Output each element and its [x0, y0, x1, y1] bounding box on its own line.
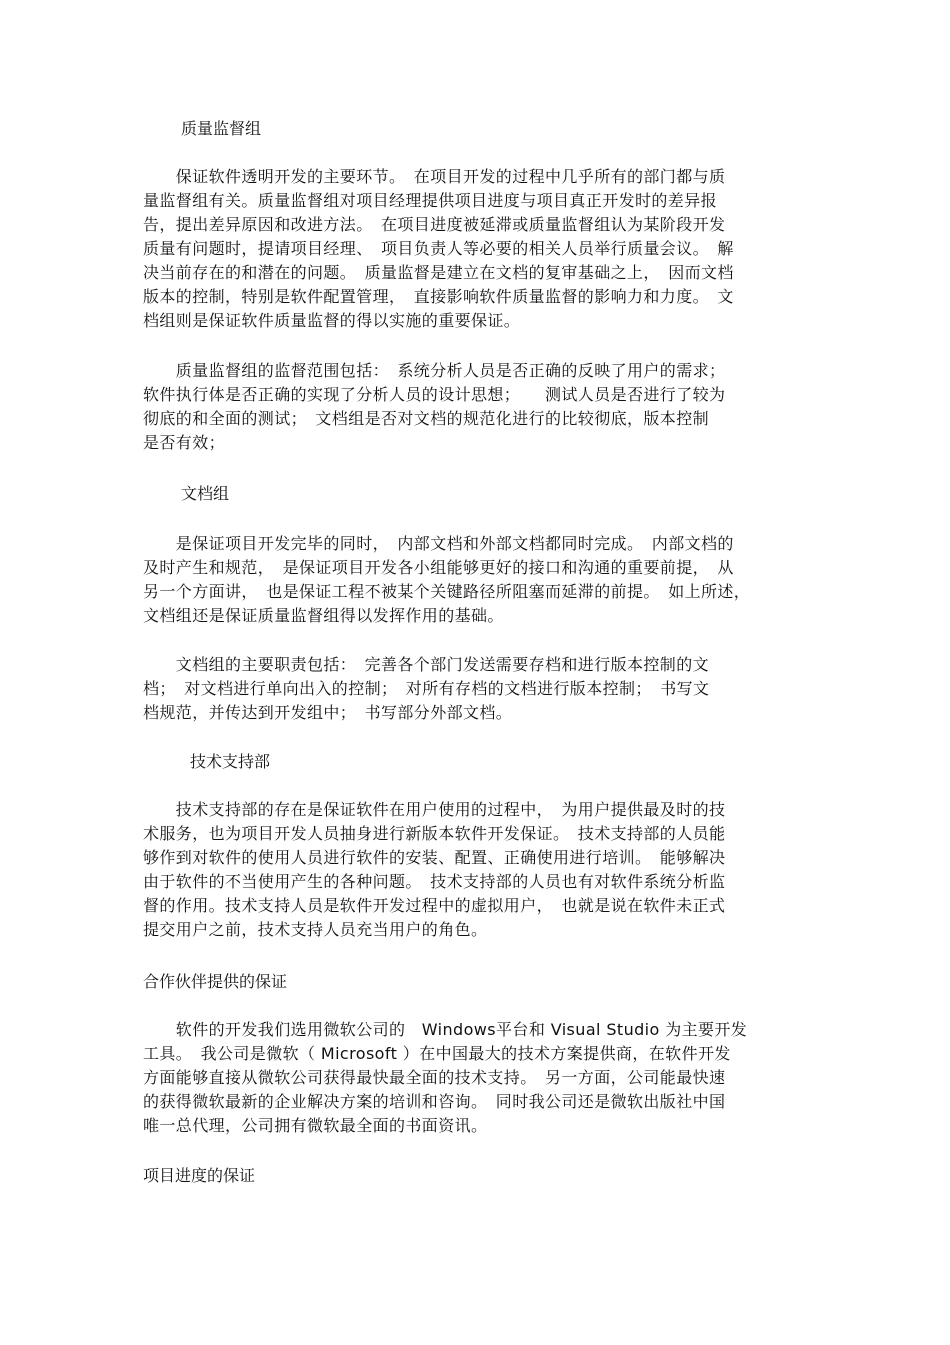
section-heading-docs: 文档组	[181, 484, 230, 503]
paragraph-line: 告，提出差异原因和改进方法。 在项目进度被延滞或质量监督组认为某阶段开发	[143, 215, 726, 234]
paragraph-line: 保证软件透明开发的主要环节。 在项目开发的过程中几乎所有的部门都与质	[143, 167, 726, 186]
section-heading-support: 技术支持部	[190, 752, 271, 771]
paragraph-line: 质量监督组的监督范围包括： 系统分析人员是否正确的反映了用户的需求；	[143, 361, 726, 380]
paragraph-line: 版本的控制，特别是软件配置管理， 直接影响软件质量监督的影响力和力度。 文	[143, 287, 734, 306]
paragraph-line: 技术支持部的存在是保证软件在用户使用的过程中， 为用户提供最及时的技	[143, 800, 726, 819]
section-heading-partners: 合作伙伴提供的保证	[143, 972, 288, 991]
paragraph-line: 档； 对文档进行单向出入的控制； 对所有存档的文档进行版本控制； 书写文	[143, 679, 710, 698]
paragraph-line: 由于软件的不当使用产生的各种问题。 技术支持部的人员也有对软件系统分析监	[143, 872, 726, 891]
paragraph-line: 及时产生和规范， 是保证项目开发各小组能够更好的接口和沟通的重要前提， 从	[143, 558, 734, 577]
paragraph-line: 档组则是保证软件质量监督的得以实施的重要保证。	[143, 311, 521, 330]
paragraph-line: 工具。 我公司是微软（ Microsoft ）在中国最大的技术方案提供商，在软件开发	[143, 1044, 731, 1063]
paragraph-line: 档规范，并传达到开发组中； 书写部分外部文档。	[143, 703, 513, 722]
section-heading-quality: 质量监督组	[181, 119, 262, 138]
paragraph-line: 文档组还是保证质量监督组得以发挥作用的基础。	[143, 606, 504, 625]
paragraph-line: 软件的开发我们选用微软公司的 Windows平台和 Visual Studio 为主要开发	[143, 1020, 748, 1039]
paragraph-line: 决当前存在的和潜在的问题。 质量监督是建立在文档的复审基础之上， 因而文档	[143, 263, 734, 282]
paragraph-line: 的获得微软最新的企业解决方案的培训和咨询。 同时我公司还是微软出版社中国	[143, 1092, 726, 1111]
paragraph-line: 质量有问题时，提请项目经理、 项目负责人等必要的相关人员举行质量会议。 解	[143, 239, 734, 258]
paragraph-line: 另一个方面讲， 也是保证工程不被某个关键路径所阻塞而延滞的前提。 如上所述，	[143, 582, 751, 601]
paragraph-line: 量监督组有关。质量监督组对项目经理提供项目进度与项目真正开发时的差异报	[143, 191, 718, 210]
paragraph-line: 方面能够直接从微软公司获得最快最全面的技术支持。 另一方面，公司能最快速	[143, 1068, 726, 1087]
paragraph-line: 是保证项目开发完毕的同时， 内部文档和外部文档都同时完成。 内部文档的	[143, 534, 734, 553]
paragraph-line: 软件执行体是否正确的实现了分析人员的设计思想； 测试人员是否进行了较为	[143, 385, 726, 404]
paragraph-line: 提交用户之前，技术支持人员充当用户的角色。	[143, 920, 488, 939]
paragraph-line: 彻底的和全面的测试； 文档组是否对文档的规范化进行的比较彻底，版本控制	[143, 409, 710, 428]
paragraph-line: 是否有效；	[143, 433, 226, 452]
section-heading-schedule: 项目进度的保证	[143, 1166, 256, 1185]
paragraph-line: 够作到对软件的使用人员进行软件的安装、配置、正确使用进行培训。 能够解决	[143, 848, 726, 867]
paragraph-line: 术服务，也为项目开发人员抽身进行新版本软件开发保证。 技术支持部的人员能	[143, 824, 726, 843]
paragraph-line: 督的作用。技术支持人员是软件开发过程中的虚拟用户， 也就是说在软件未正式	[143, 896, 726, 915]
paragraph-line: 文档组的主要职责包括： 完善各个部门发送需要存档和进行版本控制的文	[143, 655, 710, 674]
paragraph-line: 唯一总代理，公司拥有微软最全面的书面资讯。	[143, 1116, 488, 1135]
